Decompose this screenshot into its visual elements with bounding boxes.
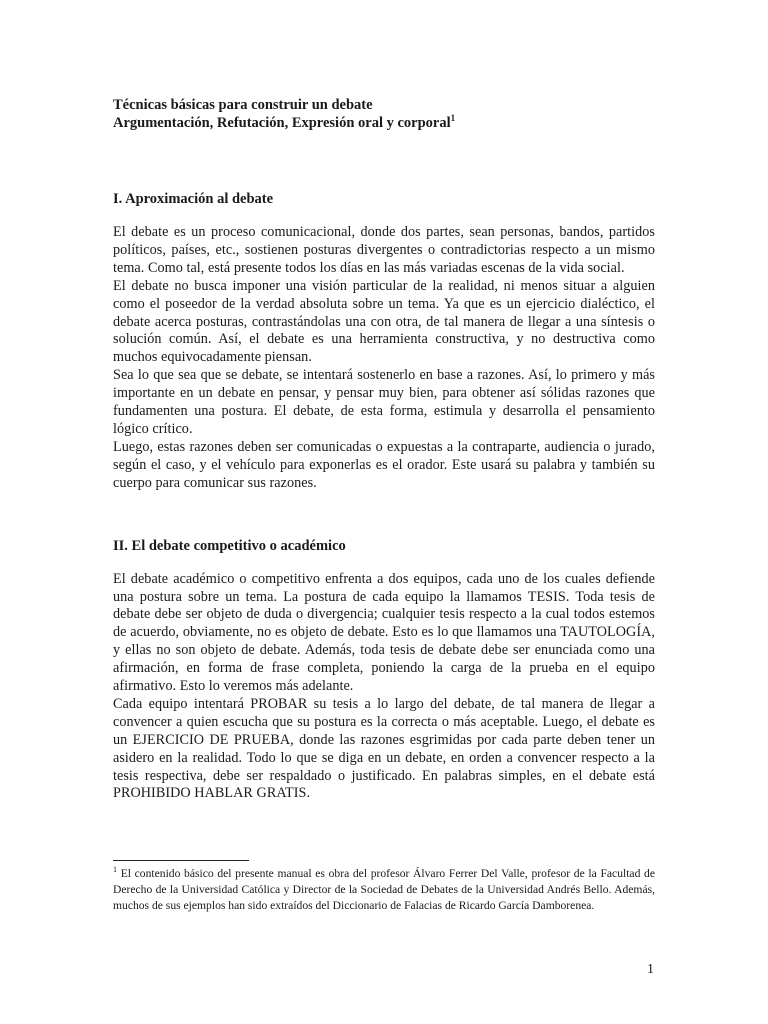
page-number: 1 — [647, 962, 654, 977]
paragraph: Sea lo que sea que se debate, se intentará sostenerlo en base a razones. Así, lo primero y más importante en un debate en pensar, y pensar muy bien, para obtener así sólidas razones que fundamenten una postura. El debate, de esta forma, estimula y desarrolla el pensamiento lógico crítico. — [113, 367, 655, 437]
document-subtitle — [113, 114, 655, 132]
section-heading-2: II. El debate competitivo o académico — [113, 537, 346, 554]
footnote — [113, 866, 655, 913]
footnote-marker: 1 — [113, 865, 117, 875]
paragraph: El debate no busca imponer una visión particular de la realidad, ni menos situar a alguien como el poseedor de la verdad absoluta sobre un tema. Ya que es un ejercicio dialéctico, el debate acerca posturas, contrastándolas una con otra, de tal manera de llegar a una síntesis o solución común. Así, el debate es una herramienta constructiva, y no destructiva como muchos equivocadamente piensan. — [113, 277, 655, 366]
paragraph: Cada equipo intentará PROBAR su tesis a lo largo del debate, de tal manera de llegar a convencer a quien escucha que su postura es la correcta o más aceptable. Luego, el debate es un EJERCICIO DE PRUEBA, donde las razones esgrimidas por cada parte deben tener un asidero en la realidad. Todo lo que se diga en un debate, en orden a convencer respecto a la tesis respectiva, debe ser respaldado o justificado. En palabras simples, en el debate está PROHIBIDO HABLAR GRATIS. — [113, 695, 655, 802]
paragraph: Luego, estas razones deben ser comunicadas o expuestas a la contraparte, audiencia o jurado, según el caso, y el vehículo para exponerlas es el orador. Este usará su palabra y también su cuerpo para comunicar sus razones. — [113, 438, 655, 491]
paragraph: El debate es un proceso comunicacional, donde dos partes, sean personas, bandos, partidos políticos, países, etc., sostienen posturas divergentes o contradictorias respecto a un mismo tema. Como tal, está presente todos los días en las más variadas escenas de la vida social. — [113, 224, 655, 276]
footnote-text: El contenido básico del presente manual es obra del profesor Álvaro Ferrer Del Valle, profesor de la Facultad de Derecho de la Universidad Católica y Director de la Sociedad de Debates de la Universidad Andrés Bello. Además, muchos de sus ejemplos han sido extraídos del Diccionario de Falacias de Ricardo García Damborenea. — [113, 867, 655, 912]
paragraph: El debate académico o competitivo enfrenta a dos equipos, cada uno de los cuales defiende una postura sobre un tema. La postura de cada equipo la llamamos TESIS. Toda tesis de debate debe ser objeto de duda o divergencia; cualquier tesis respecto a la cual todos estemos de acuerdo, obviamente, no es objeto de debate. Esto es lo que llamamos una TAUTOLOGÍA, y ellas no son objeto de debate. Además, toda tesis de debate debe ser enunciada como una afirmación, en forma de frase completa, poniendo la carga de la prueba en el equipo afirmativo. Esto lo veremos más adelante. — [113, 570, 655, 695]
footnote-separator — [113, 860, 249, 861]
section-heading-1: I. Aproximación al debate — [113, 191, 274, 207]
footnote-reference[interactable]: 1 — [450, 113, 456, 124]
document-title: Técnicas básicas para construir un debate — [113, 97, 373, 113]
document-subtitle-text: Argumentación, Refutación, Expresión oral y corporal — [113, 115, 451, 131]
document-page — [113, 96, 655, 803]
